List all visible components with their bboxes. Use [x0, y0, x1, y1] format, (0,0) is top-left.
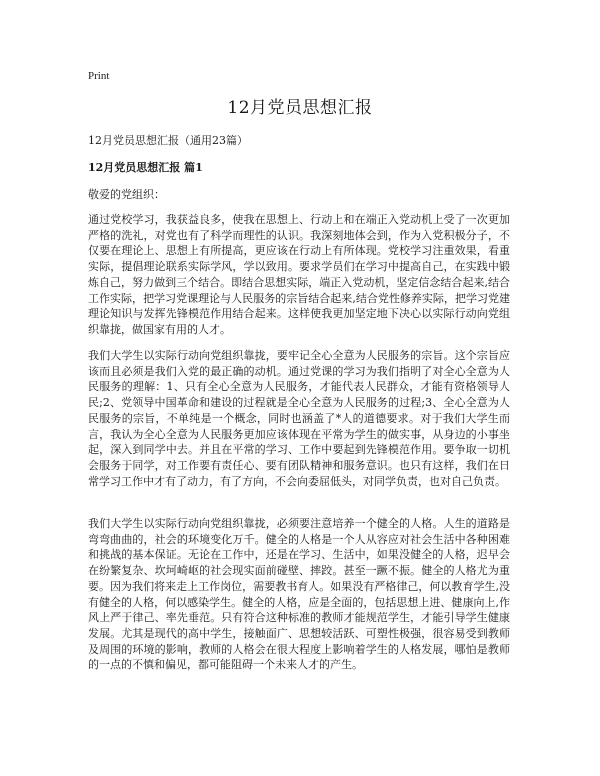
body-paragraph-3: 我们大学生以实际行动向党组织靠拢，必须要注意培养一个健全的人格。人生的道路是弯弯曲曲的，社会的环境变化万千。健全的人格是一个人从容应对社会生活中各种困难和挑战的基本保证。无论在工作中，还是在学习、生活中，如果没健全的人格，迟早会在纷繁复杂、坎坷崎岖的社会现实面前碰壁、摔跤。甚至一蹶不振。健全的人格尤为重要。因为我们将来走上工作岗位，需要教书育人。如果没有严格律己，何以教育学生,没有健全的人格，何以感染学生。健全的人格，应是全面的，包括思想上进、健康向上,作风上严于律己、率先垂范。只有符合这种标准的教师才能规范学生，才能引导学生健康发展。尤其是现代的高中学生，接触面广、思想较活跃、可塑性极强，很容易受到教师及周围的环境的影响，教师的人格会在很大程度上影响着学生的人格发展，哪怕是教师的一点的不慎和偏见，都可能阻碍一个未来人才的产生。 — [88, 517, 510, 672]
body-paragraph-1: 通过党校学习，我获益良多，使我在思想上、行动上和在端正入党动机上受了一次更加严格的洗礼，对党也有了科学而理性的认识。我深刻地体会到，作为入党积极分子，不仅要在理论上、思想上有所提高，更应该在行动上有所体现。党校学习注重效果，看重实际，提倡理论联系实际学风，学以致用。要求学员们在学习中提高自己，在实践中锻炼自己，努力做到三个结合。即结合思想实际，端正入党动机，坚定信念结合起来,结合工作实际，把学习党课理论与人民服务的宗旨结合起来,结合党性修养实际，把学习党建理论知识与发挥先锋模范作用结合起来。这样使我更加坚定地下决心以实际行动向党组织靠拢，做国家有用的人才。 — [88, 213, 510, 336]
section-heading: 12月党员思想汇报 篇1 — [88, 161, 203, 174]
salutation: 敬爱的党组织： — [88, 188, 165, 201]
print-link[interactable]: Print — [88, 70, 110, 82]
body-paragraph-2: 我们大学生以实际行动向党组织靠拢，要牢记全心全意为人民服务的宗旨。这个宗旨应该而且必须是我们入党的最正确的动机。通过党课的学习为我们指明了对全心全意为人民服务的理解：1、只有全心全意为人民服务，才能代表人民群众，才能有资格领导人民;2、党领导中国革命和建设的过程就是全心全意为人民服务的过程;3、全心全意为人民服务的宗旨，不单纯是一个概念，同时也涵盖了*人的道德要求。对于我们大学生而言，我认为全心全意为人民服务更加应该体现在平常为学生的做实事，从身边的小事坐起，深入到同学中去。并且在平常的学习、工作中要起到先锋模范作用。要争取一切机会服务于同学，对工作要有责任心、要有团队精神和服务意识。也只有这样，我们在日常学习工作中才有了动力，有了方向，不会向委屈低头，对同学负责，也对自己负责。 — [88, 349, 510, 488]
document-subtitle: 12月党员思想汇报（通用23篇） — [88, 134, 248, 147]
document-title: 12月党员思想汇报 — [227, 98, 373, 118]
